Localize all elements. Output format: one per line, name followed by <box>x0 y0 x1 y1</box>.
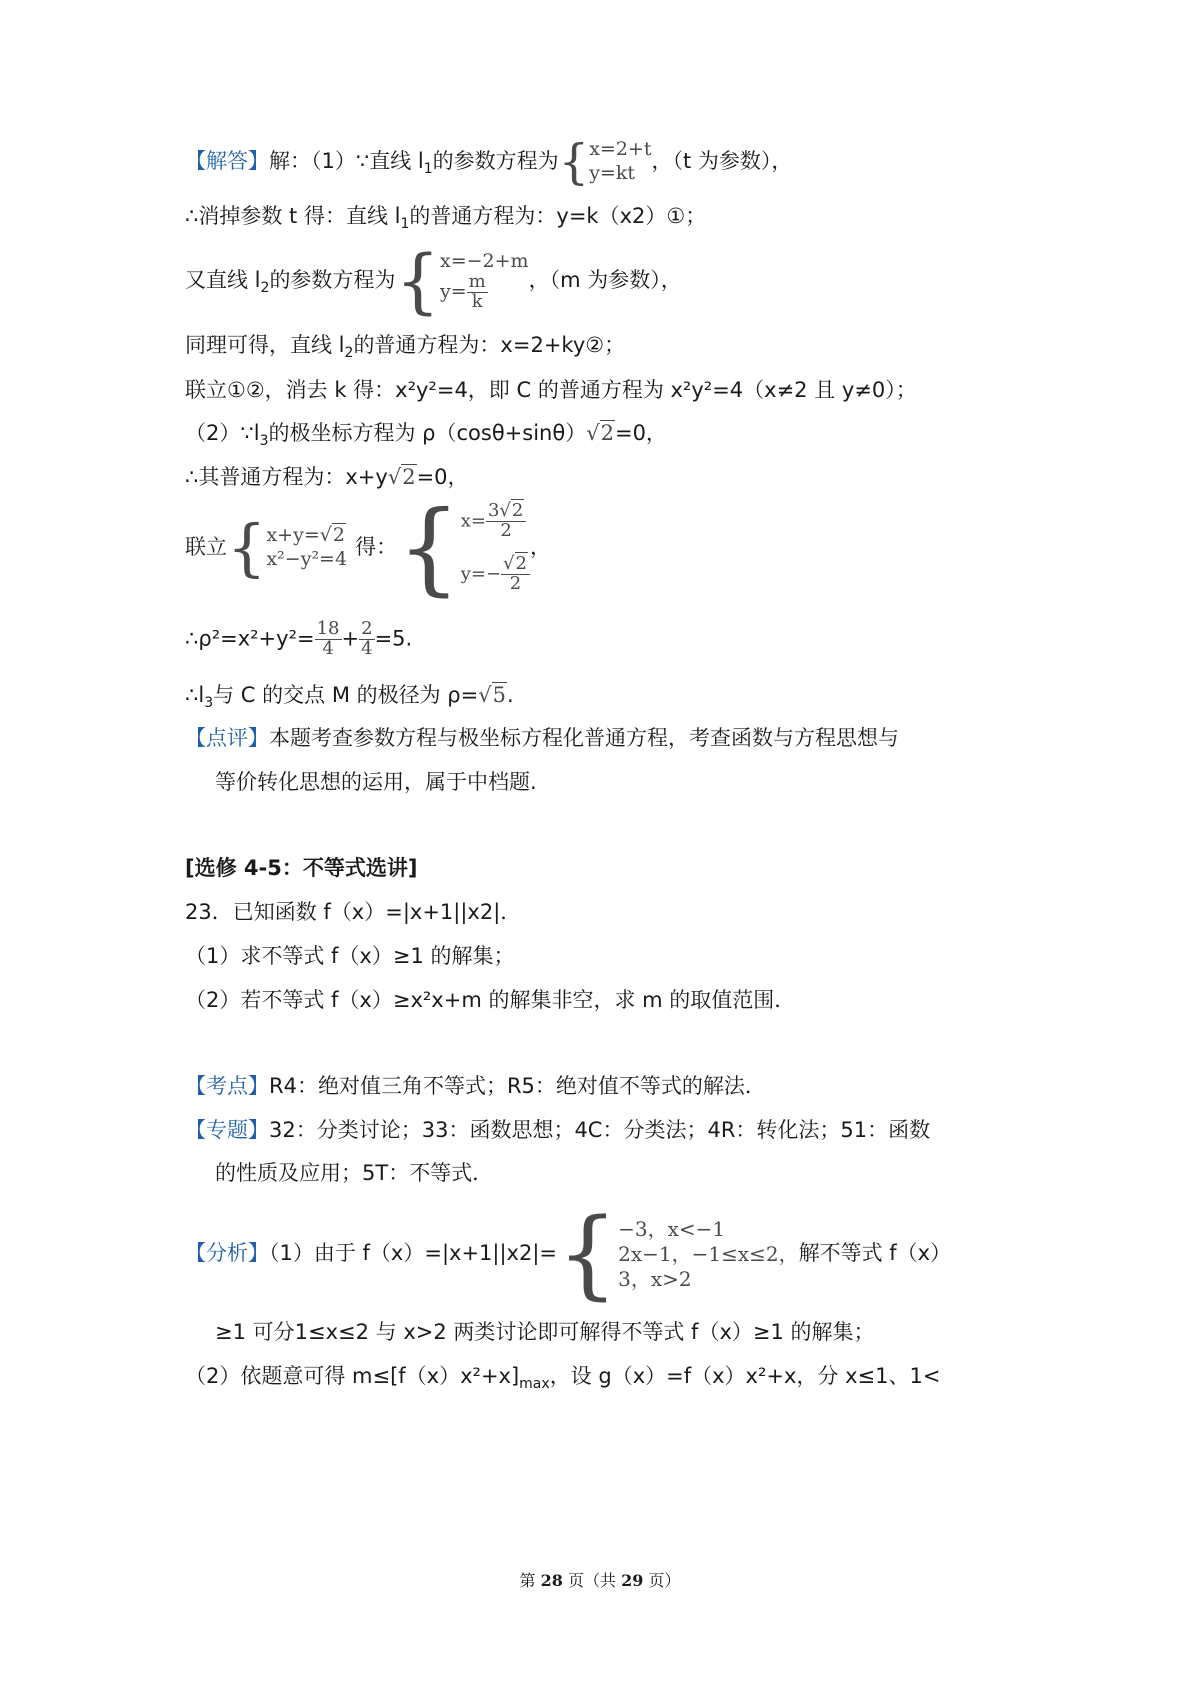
answer-line-10: $\therefore l_3$与 C 的交点 M 的极径为 ρ=√5. <box>185 683 514 711</box>
answer-line-1: 【解答】解：（1）∵直线 $l_1$的参数方程为{ x=2+t y=kt ，（t 为参数）， <box>185 134 793 190</box>
question-23-part-1: （1）求不等式 f（x）≥1 的解集； <box>185 944 515 968</box>
topic-tag: 【专题】 <box>185 1118 269 1142</box>
piecewise-function: { −3，x<−1 2x−1，−1≤x≤2， 3，x>2 <box>557 1198 799 1310</box>
section-heading: [选修 4-5：不等式选讲] <box>185 856 418 880</box>
question-23: 23．已知函数 f（x）=|x+1|⁢|x⁢2|． <box>185 900 522 924</box>
sqrt-2: √2 <box>586 421 614 445</box>
topic-line-2: 的性质及应用；5T：不等式． <box>215 1161 494 1185</box>
fraction-2-over-4: $\frac{2}{4}$ <box>361 618 373 659</box>
topic-line-1: 【专题】32：分类讨论；33：函数思想；4C：分类法；4R：转化法；51：函数 <box>185 1118 931 1142</box>
answer-line-8: 联立{ x+y=√2 x²−y²=4 得：{ x= $\frac{3√2}{2}$ y=− $\frac{√2}{2}$ ， <box>185 489 551 606</box>
analysis-line-1: 【分析】（1）由于 f（x）=|x+1|⁢|x⁢2|={ −3，x<−1 2x−1，−1≤x≤2， 3，x>2 解不等式 f（x） <box>185 1198 952 1310</box>
answer-line-6: $(2)\because l_3$的极坐标方程为 ρ（cosθ+sinθ）⁢√2=0， <box>185 421 667 449</box>
sqrt-2: √2 <box>387 465 416 489</box>
fraction-18-over-4: $\frac{18}{4}$ <box>316 618 340 659</box>
answer-line-5: 联立①②，消去 k 得：x²⁢y²=4，即 C 的普通方程为 x²⁢y²=4（x≠2 且 y≠0）； <box>185 378 917 402</box>
analysis-line-2: ≥1 可分⁢1≤x≤2 与 x>2 两类讨论即可解得不等式 f（x）≥1 的解集； <box>215 1320 875 1344</box>
answer-line-9: ∴ρ²=x²+y²= $\frac{18}{4}$ + $\frac{2}{4}$ =5. <box>185 618 413 659</box>
comment-tag: 【点评】 <box>185 726 269 750</box>
param-system-l2: { x=−2+m y= $\frac{m}{k}$ <box>395 240 529 322</box>
param-system-l1: { x=2+t y=kt <box>558 134 652 190</box>
answer-line-7: ∴其普通方程为：x+y⁢√2=0， <box>185 465 469 489</box>
answer-line-4: 同理可得，直线 $l_2$的普通方程为：x=⁢2+ky②； <box>185 333 626 361</box>
answer-tag: 【解答】 <box>185 149 269 173</box>
answer-line-2: ∴消掉参数 t 得：直线 $l_1$的普通方程为：y=k（x⁢2）①； <box>185 204 707 232</box>
system-line-hyperbola: { x+y=√2 x²−y²=4 <box>227 511 348 584</box>
comment-line-2: 等价转化思想的运用，属于中档题. <box>215 770 537 794</box>
comment-line-1: 【点评】本题考查参数方程与极坐标方程化普通方程，考查函数与方程思想与 <box>185 726 899 750</box>
sqrt-5: √5 <box>478 683 506 707</box>
page-footer: 第 28 页（共 29 页） <box>519 1571 681 1590</box>
fraction-m-over-k: $\frac{m}{k}$ <box>468 271 486 313</box>
solution-system: { x= $\frac{3√2}{2}$ y=− $\frac{√2}{2}$ <box>397 498 530 598</box>
page-number: 28 <box>540 1571 563 1590</box>
knowledge-points-tag: 【考点】 <box>185 1074 269 1098</box>
knowledge-points-line: 【考点】R4：绝对值三角不等式；R5：绝对值不等式的解法． <box>185 1074 766 1098</box>
answer-line-3: 又直线 $l_2$的参数方程为{ x=−2+m y= $\frac{m}{k}$ ，（m 为参数）， <box>185 240 682 322</box>
analysis-line-3: （2）依题意可得 $m\le[f(x)⁢x^2+x]_{max}$，设 g（x）=f（x）⁢x²+x，分 x≤1、⁢1< <box>185 1364 941 1392</box>
analysis-tag: 【分析】 <box>185 1241 269 1265</box>
page-total: 29 <box>621 1571 644 1590</box>
question-23-part-2: （2）若不等式 f（x）≥x²⁢x+m 的解集非空，求 m 的取值范围． <box>185 988 796 1012</box>
